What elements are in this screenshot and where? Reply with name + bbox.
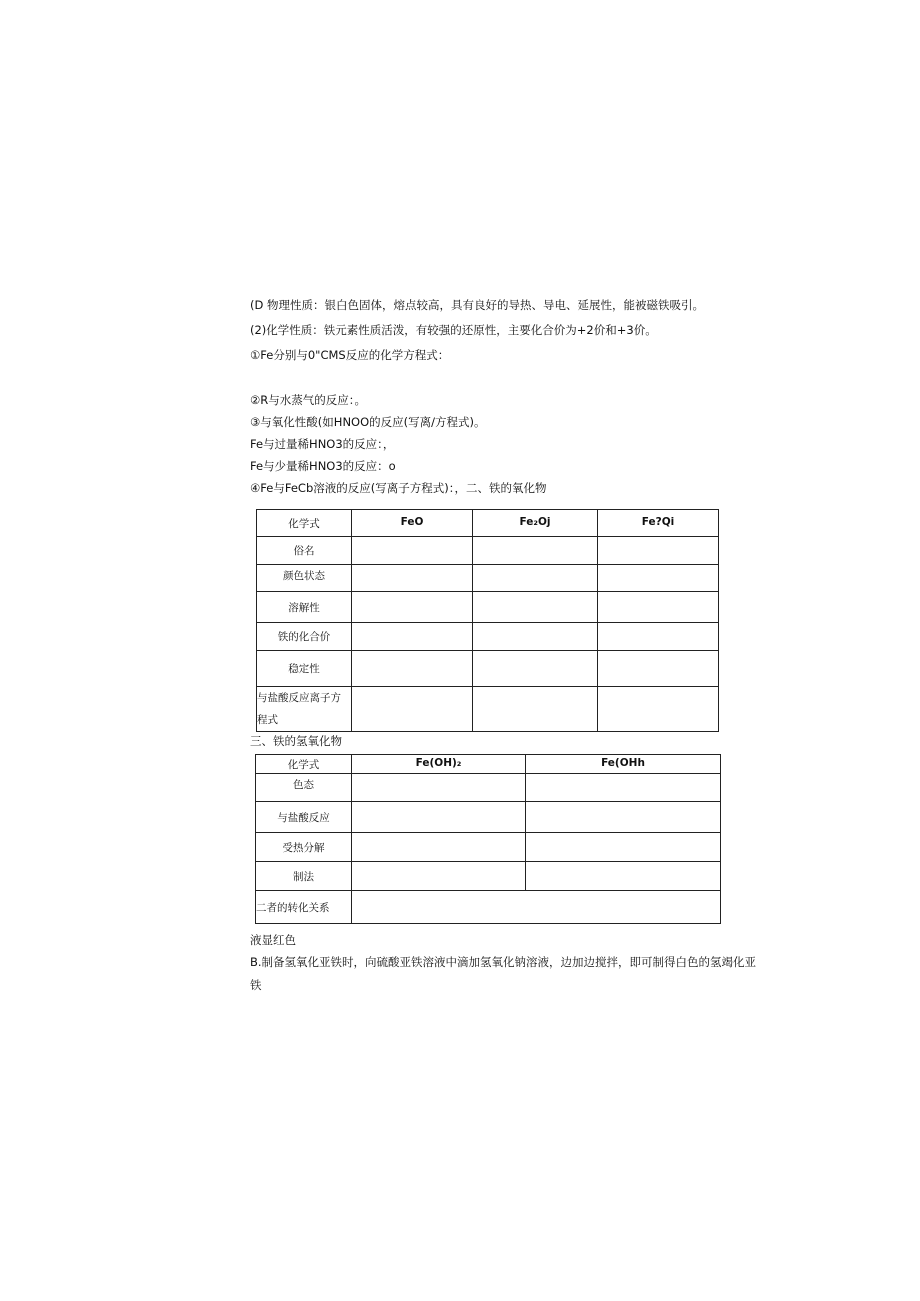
hydroxide-row-decomposition: 受热分解 <box>256 833 352 862</box>
table-cell <box>526 862 721 891</box>
table-cell <box>598 565 719 592</box>
table-cell <box>352 651 473 687</box>
oxide-row-stability: 稳定性 <box>257 651 352 687</box>
line-oxidizing-acid: ③与氧化性酸(如HNOO的反应(写离/方程式)。 <box>250 415 486 429</box>
oxide-row-solubility: 溶解性 <box>257 592 352 623</box>
table-cell <box>352 891 721 924</box>
section3-title: 三、铁的氢氧化物 <box>250 734 342 748</box>
table-cell <box>598 592 719 623</box>
table-cell <box>473 623 598 651</box>
table-cell <box>526 802 721 833</box>
hydroxide-row-preparation: 制法 <box>256 862 352 891</box>
oxide-header-formula: 化学式 <box>257 510 352 537</box>
table-cell <box>352 687 473 732</box>
table-cell <box>473 592 598 623</box>
footer-preparation-note-cont: 铁 <box>250 978 262 992</box>
table-cell <box>473 565 598 592</box>
oxide-row-color-state: 颜色状态 <box>257 565 352 592</box>
oxide-header-fe3o4: Fe?Qi <box>598 510 719 537</box>
hydroxide-row-hcl-reaction: 与盐酸反应 <box>256 802 352 833</box>
table-cell <box>352 862 526 891</box>
table-cell <box>352 802 526 833</box>
line-fe-reaction-1: ①Fe分别与0"CMS反应的化学方程式： <box>250 348 450 362</box>
hydroxide-row-conversion: 二者的转化关系 <box>256 891 352 924</box>
table-cell <box>352 833 526 862</box>
table-cell <box>598 651 719 687</box>
iron-oxide-table <box>256 509 719 732</box>
line-chemical-properties: (2)化学性质：铁元素性质活泼，有较强的还原性，主要化合价为+2价和+3价。 <box>250 323 657 337</box>
table-cell <box>352 623 473 651</box>
table-cell <box>473 687 598 732</box>
table-cell <box>598 537 719 565</box>
table-cell <box>473 537 598 565</box>
table-cell <box>473 651 598 687</box>
table-cell <box>352 774 526 802</box>
oxide-row-valence: 铁的化合价 <box>257 623 352 651</box>
table-cell <box>526 774 721 802</box>
line-excess-hno3: Fe与过量稀HNO3的反应：， <box>250 437 395 451</box>
hydroxide-header-feoh2: Fe(OH)₂ <box>352 755 526 774</box>
oxide-header-fe2o3: Fe₂Oj <box>473 510 598 537</box>
table-cell <box>526 833 721 862</box>
hydroxide-header-formula: 化学式 <box>256 755 352 774</box>
hydroxide-row-color-state: 色态 <box>256 774 352 802</box>
table-cell <box>352 537 473 565</box>
oxide-row-hcl-reaction <box>257 687 352 732</box>
iron-hydroxide-table <box>255 754 721 924</box>
hydroxide-header-feoh3: Fe(OHh <box>526 755 721 774</box>
table-cell <box>352 592 473 623</box>
table-cell <box>598 687 719 732</box>
oxide-header-feo: FeO <box>352 510 473 537</box>
oxide-row-common-name: 俗名 <box>257 537 352 565</box>
table-cell <box>352 565 473 592</box>
line-fe-steam-reaction: ②R与水蒸气的反应：。 <box>250 393 367 407</box>
footer-red-solution: 液显红色 <box>250 933 296 947</box>
table-cell <box>598 623 719 651</box>
line-little-hno3: Fe与少量稀HNO3的反应：o <box>250 459 396 473</box>
footer-preparation-note: B.制备氢氧化亚铁时，向硫酸亚铁溶液中滴加氢氧化钠溶液，边加边搅拌，即可制得白色的氢竭化亚 <box>250 955 757 969</box>
line-physical-properties: (D 物理性质：银白色固体，熔点较高，具有良好的导热、导电、延展性，能被磁铁吸引。 <box>250 298 704 312</box>
line-fecl3-reaction: ④Fe与FeCb溶液的反应(写离子方程式)：，二、铁的氧化物 <box>250 481 547 495</box>
oxide-row-hcl-reaction-label: 与盐酸反应离子方程式 <box>257 692 341 726</box>
